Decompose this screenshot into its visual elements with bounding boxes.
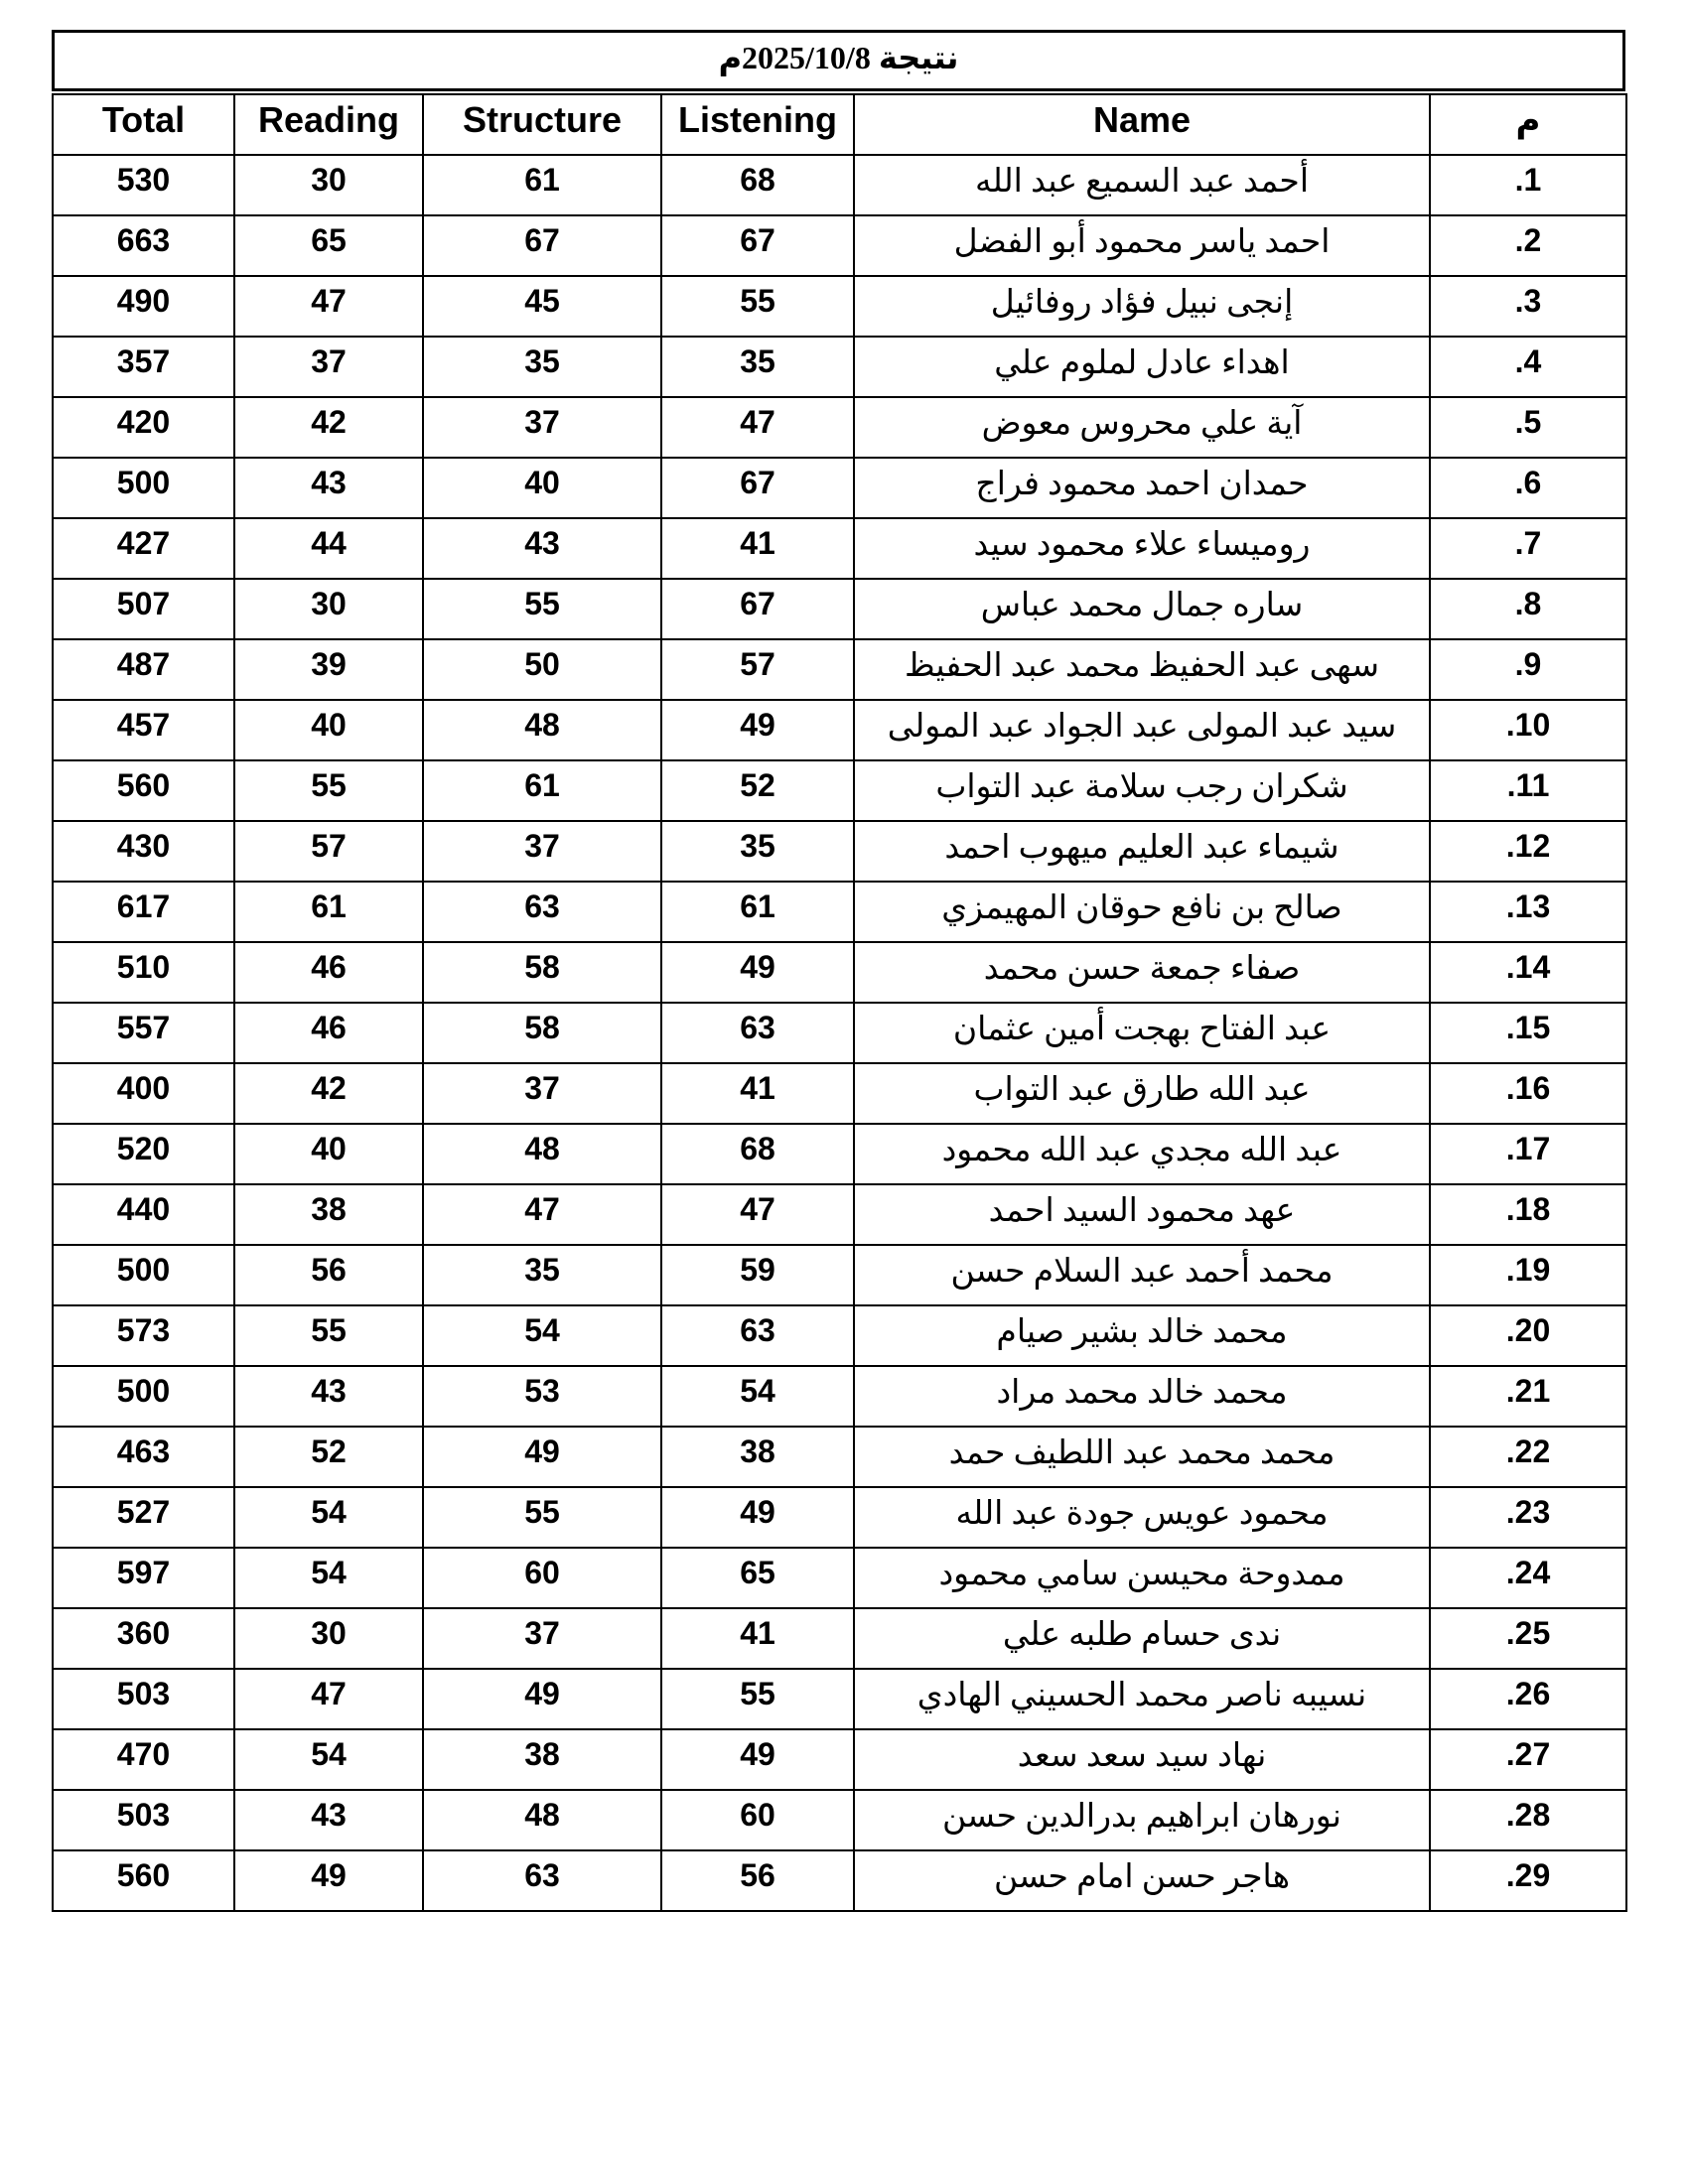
cell-listening: 68 — [661, 1124, 854, 1184]
cell-total: 457 — [53, 700, 234, 760]
cell-row-number: .6 — [1430, 458, 1626, 518]
cell-listening: 41 — [661, 1608, 854, 1669]
cell-total: 440 — [53, 1184, 234, 1245]
cell-total: 503 — [53, 1790, 234, 1850]
cell-reading: 43 — [234, 458, 423, 518]
cell-structure: 47 — [423, 1184, 661, 1245]
table-header-row — [53, 94, 1626, 155]
cell-total: 357 — [53, 337, 234, 397]
cell-row-number: .2 — [1430, 215, 1626, 276]
cell-row-number: .22 — [1430, 1427, 1626, 1487]
cell-reading: 44 — [234, 518, 423, 579]
cell-reading: 30 — [234, 579, 423, 639]
cell-structure: 63 — [423, 1850, 661, 1911]
cell-student-name: عبد الله مجدي عبد الله محمود — [854, 1124, 1430, 1184]
cell-student-name: شيماء عبد العليم ميهوب احمد — [854, 821, 1430, 882]
cell-row-number: .5 — [1430, 397, 1626, 458]
cell-listening: 65 — [661, 1548, 854, 1608]
cell-total: 470 — [53, 1729, 234, 1790]
cell-row-number: .14 — [1430, 942, 1626, 1003]
cell-reading: 47 — [234, 1669, 423, 1729]
table-row — [53, 1850, 1626, 1911]
cell-structure: 54 — [423, 1305, 661, 1366]
cell-reading: 47 — [234, 276, 423, 337]
cell-student-name: عبد الفتاح بهجت أمين عثمان — [854, 1003, 1430, 1063]
cell-listening: 67 — [661, 579, 854, 639]
cell-listening: 38 — [661, 1427, 854, 1487]
cell-reading: 43 — [234, 1790, 423, 1850]
cell-listening: 61 — [661, 882, 854, 942]
cell-reading: 56 — [234, 1245, 423, 1305]
cell-listening: 52 — [661, 760, 854, 821]
table-row — [53, 276, 1626, 337]
cell-student-name: محمد خالد بشير صيام — [854, 1305, 1430, 1366]
cell-structure: 35 — [423, 337, 661, 397]
cell-student-name: نورهان ابراهيم بدرالدين حسن — [854, 1790, 1430, 1850]
cell-structure: 67 — [423, 215, 661, 276]
cell-reading: 54 — [234, 1548, 423, 1608]
cell-row-number: .23 — [1430, 1487, 1626, 1548]
cell-structure: 55 — [423, 579, 661, 639]
cell-listening: 55 — [661, 1669, 854, 1729]
cell-student-name: شكران رجب سلامة عبد التواب — [854, 760, 1430, 821]
cell-total: 507 — [53, 579, 234, 639]
cell-listening: 41 — [661, 518, 854, 579]
cell-reading: 38 — [234, 1184, 423, 1245]
cell-row-number: .19 — [1430, 1245, 1626, 1305]
cell-total: 573 — [53, 1305, 234, 1366]
cell-structure: 37 — [423, 397, 661, 458]
cell-student-name: نهاد سيد سعد سعد — [854, 1729, 1430, 1790]
cell-student-name: احمد ياسر محمود أبو الفضل — [854, 215, 1430, 276]
column-header-structure: Structure — [423, 94, 661, 155]
cell-listening: 54 — [661, 1366, 854, 1427]
cell-reading: 42 — [234, 1063, 423, 1124]
cell-reading: 39 — [234, 639, 423, 700]
cell-listening: 68 — [661, 155, 854, 215]
cell-row-number: .4 — [1430, 337, 1626, 397]
cell-total: 560 — [53, 760, 234, 821]
cell-student-name: محمد محمد عبد اللطيف حمد — [854, 1427, 1430, 1487]
cell-listening: 49 — [661, 1729, 854, 1790]
cell-student-name: أحمد عبد السميع عبد الله — [854, 155, 1430, 215]
cell-listening: 47 — [661, 397, 854, 458]
cell-structure: 61 — [423, 760, 661, 821]
cell-structure: 37 — [423, 1063, 661, 1124]
cell-structure: 58 — [423, 1003, 661, 1063]
cell-listening: 35 — [661, 821, 854, 882]
cell-structure: 48 — [423, 1790, 661, 1850]
table-row — [53, 760, 1626, 821]
column-header-name: Name — [854, 94, 1430, 155]
column-header-total: Total — [53, 94, 234, 155]
cell-listening: 49 — [661, 700, 854, 760]
cell-row-number: .15 — [1430, 1003, 1626, 1063]
cell-reading: 40 — [234, 1124, 423, 1184]
table-row — [53, 1548, 1626, 1608]
table-row — [53, 1003, 1626, 1063]
cell-row-number: .18 — [1430, 1184, 1626, 1245]
cell-total: 500 — [53, 1245, 234, 1305]
table-row — [53, 1790, 1626, 1850]
table-row — [53, 155, 1626, 215]
table-row — [53, 215, 1626, 276]
cell-reading: 55 — [234, 760, 423, 821]
cell-row-number: .3 — [1430, 276, 1626, 337]
cell-listening: 55 — [661, 276, 854, 337]
cell-total: 360 — [53, 1608, 234, 1669]
cell-row-number: .17 — [1430, 1124, 1626, 1184]
cell-total: 420 — [53, 397, 234, 458]
cell-total: 557 — [53, 1003, 234, 1063]
table-row — [53, 639, 1626, 700]
cell-reading: 65 — [234, 215, 423, 276]
cell-student-name: عبد الله طارق عبد التواب — [854, 1063, 1430, 1124]
cell-row-number: .7 — [1430, 518, 1626, 579]
cell-student-name: اهداء عادل لملوم علي — [854, 337, 1430, 397]
cell-listening: 67 — [661, 458, 854, 518]
cell-reading: 54 — [234, 1487, 423, 1548]
column-header-reading: Reading — [234, 94, 423, 155]
cell-total: 503 — [53, 1669, 234, 1729]
cell-row-number: .13 — [1430, 882, 1626, 942]
table-row — [53, 518, 1626, 579]
cell-structure: 40 — [423, 458, 661, 518]
column-header-number: م — [1430, 94, 1626, 155]
cell-listening: 63 — [661, 1003, 854, 1063]
cell-row-number: .26 — [1430, 1669, 1626, 1729]
cell-total: 530 — [53, 155, 234, 215]
cell-reading: 42 — [234, 397, 423, 458]
cell-total: 510 — [53, 942, 234, 1003]
cell-row-number: .16 — [1430, 1063, 1626, 1124]
cell-listening: 35 — [661, 337, 854, 397]
table-row — [53, 337, 1626, 397]
cell-reading: 46 — [234, 942, 423, 1003]
cell-structure: 61 — [423, 155, 661, 215]
cell-student-name: محمد أحمد عبد السلام حسن — [854, 1245, 1430, 1305]
cell-reading: 57 — [234, 821, 423, 882]
cell-reading: 46 — [234, 1003, 423, 1063]
cell-student-name: إنجى نبيل فؤاد روفائيل — [854, 276, 1430, 337]
cell-total: 400 — [53, 1063, 234, 1124]
cell-reading: 49 — [234, 1850, 423, 1911]
cell-structure: 48 — [423, 1124, 661, 1184]
table-row — [53, 1305, 1626, 1366]
table-row — [53, 1245, 1626, 1305]
cell-student-name: سهى عبد الحفيظ محمد عبد الحفيظ — [854, 639, 1430, 700]
cell-total: 560 — [53, 1850, 234, 1911]
table-row — [53, 579, 1626, 639]
cell-total: 527 — [53, 1487, 234, 1548]
cell-structure: 38 — [423, 1729, 661, 1790]
cell-row-number: .29 — [1430, 1850, 1626, 1911]
cell-student-name: سيد عبد المولى عبد الجواد عبد المولى — [854, 700, 1430, 760]
cell-structure: 49 — [423, 1669, 661, 1729]
cell-listening: 41 — [661, 1063, 854, 1124]
cell-row-number: .28 — [1430, 1790, 1626, 1850]
cell-total: 617 — [53, 882, 234, 942]
cell-student-name: عهد محمود السيد احمد — [854, 1184, 1430, 1245]
cell-listening: 56 — [661, 1850, 854, 1911]
table-row — [53, 821, 1626, 882]
cell-structure: 50 — [423, 639, 661, 700]
cell-total: 520 — [53, 1124, 234, 1184]
cell-reading: 40 — [234, 700, 423, 760]
cell-total: 490 — [53, 276, 234, 337]
cell-structure: 60 — [423, 1548, 661, 1608]
cell-listening: 60 — [661, 1790, 854, 1850]
cell-student-name: ساره جمال محمد عباس — [854, 579, 1430, 639]
cell-structure: 45 — [423, 276, 661, 337]
cell-row-number: .20 — [1430, 1305, 1626, 1366]
cell-total: 427 — [53, 518, 234, 579]
cell-structure: 55 — [423, 1487, 661, 1548]
cell-structure: 58 — [423, 942, 661, 1003]
cell-reading: 61 — [234, 882, 423, 942]
cell-student-name: محمود عويس جودة عبد الله — [854, 1487, 1430, 1548]
cell-reading: 37 — [234, 337, 423, 397]
cell-row-number: .21 — [1430, 1366, 1626, 1427]
cell-reading: 43 — [234, 1366, 423, 1427]
table-row — [53, 1366, 1626, 1427]
cell-student-name: صفاء جمعة حسن محمد — [854, 942, 1430, 1003]
table-row — [53, 397, 1626, 458]
cell-listening: 57 — [661, 639, 854, 700]
table-body — [53, 155, 1626, 1911]
cell-student-name: صالح بن نافع حوقان المهيمزي — [854, 882, 1430, 942]
cell-reading: 52 — [234, 1427, 423, 1487]
cell-row-number: .9 — [1430, 639, 1626, 700]
table-row — [53, 1669, 1626, 1729]
cell-student-name: حمدان احمد محمود فراج — [854, 458, 1430, 518]
table-row — [53, 1124, 1626, 1184]
cell-listening: 67 — [661, 215, 854, 276]
cell-reading: 55 — [234, 1305, 423, 1366]
cell-student-name: هاجر حسن امام حسن — [854, 1850, 1430, 1911]
cell-student-name: آية علي محروس معوض — [854, 397, 1430, 458]
cell-reading: 54 — [234, 1729, 423, 1790]
table-row — [53, 1063, 1626, 1124]
cell-structure: 35 — [423, 1245, 661, 1305]
cell-total: 663 — [53, 215, 234, 276]
cell-row-number: .11 — [1430, 760, 1626, 821]
cell-total: 500 — [53, 458, 234, 518]
cell-reading: 30 — [234, 1608, 423, 1669]
result-sheet — [52, 30, 1625, 1912]
cell-row-number: .25 — [1430, 1608, 1626, 1669]
table-row — [53, 700, 1626, 760]
cell-student-name: روميساء علاء محمود سيد — [854, 518, 1430, 579]
cell-listening: 59 — [661, 1245, 854, 1305]
table-row — [53, 882, 1626, 942]
cell-total: 463 — [53, 1427, 234, 1487]
table-row — [53, 942, 1626, 1003]
table-row — [53, 1427, 1626, 1487]
table-row — [53, 1487, 1626, 1548]
cell-row-number: .12 — [1430, 821, 1626, 882]
cell-student-name: ممدوحة محيسن سامي محمود — [854, 1548, 1430, 1608]
cell-structure: 53 — [423, 1366, 661, 1427]
cell-student-name: محمد خالد محمد مراد — [854, 1366, 1430, 1427]
table-row — [53, 1608, 1626, 1669]
cell-row-number: .10 — [1430, 700, 1626, 760]
cell-structure: 43 — [423, 518, 661, 579]
cell-listening: 47 — [661, 1184, 854, 1245]
results-table — [52, 93, 1627, 1912]
cell-row-number: .8 — [1430, 579, 1626, 639]
table-row — [53, 1729, 1626, 1790]
cell-listening: 63 — [661, 1305, 854, 1366]
cell-structure: 49 — [423, 1427, 661, 1487]
cell-listening: 49 — [661, 942, 854, 1003]
cell-total: 597 — [53, 1548, 234, 1608]
cell-student-name: نسيبه ناصر محمد الحسيني الهادي — [854, 1669, 1430, 1729]
cell-structure: 37 — [423, 821, 661, 882]
cell-structure: 48 — [423, 700, 661, 760]
cell-total: 500 — [53, 1366, 234, 1427]
cell-row-number: .1 — [1430, 155, 1626, 215]
cell-structure: 63 — [423, 882, 661, 942]
table-row — [53, 1184, 1626, 1245]
cell-total: 487 — [53, 639, 234, 700]
table-row — [53, 458, 1626, 518]
cell-structure: 37 — [423, 1608, 661, 1669]
title-banner: نتيجة 2025/10/8م — [52, 30, 1625, 91]
cell-reading: 30 — [234, 155, 423, 215]
cell-row-number: .24 — [1430, 1548, 1626, 1608]
cell-listening: 49 — [661, 1487, 854, 1548]
cell-total: 430 — [53, 821, 234, 882]
cell-row-number: .27 — [1430, 1729, 1626, 1790]
column-header-listening: Listening — [661, 94, 854, 155]
cell-student-name: ندى حسام طلبه علي — [854, 1608, 1430, 1669]
